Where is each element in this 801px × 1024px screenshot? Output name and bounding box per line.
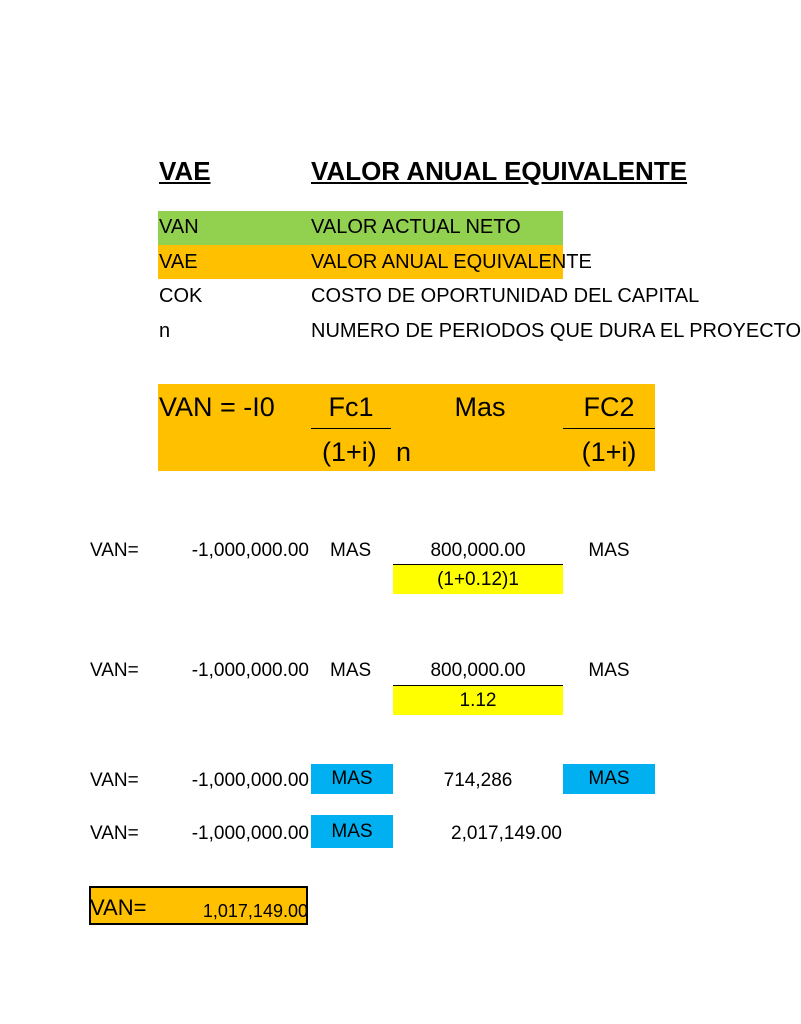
fraction-line: [563, 428, 655, 429]
row-operator: MAS: [311, 815, 393, 848]
fraction-line: [311, 428, 391, 429]
row-investment: -1,000,000.00: [191, 660, 309, 681]
row-operator: MAS: [311, 764, 393, 794]
definition-term: n: [159, 320, 171, 342]
definition-meaning: NUMERO DE PERIODOS QUE DURA EL PROYECTO: [311, 320, 801, 342]
row-label: VAN=: [90, 540, 139, 561]
header-title: VALOR ANUAL EQUIVALENTE: [311, 156, 688, 186]
definition-term: COK: [159, 285, 203, 307]
result-value: 1,017,149.00: [202, 901, 308, 921]
row-investment: -1,000,000.00: [191, 770, 309, 791]
formula-fc1-denominator: (1+i): [322, 437, 377, 467]
row-operator: MAS: [588, 660, 630, 681]
row-operator: MAS: [563, 764, 655, 794]
formula-fc2-numerator: FC2: [583, 392, 635, 422]
formula-plus: Mas: [454, 392, 506, 422]
row-label: VAN=: [90, 770, 139, 791]
row-numerator: 800,000.00: [430, 540, 526, 561]
row-label: VAN=: [90, 823, 139, 844]
result-label: VAN=: [90, 895, 147, 920]
row-investment: -1,000,000.00: [191, 823, 309, 844]
formula-exponent: n: [396, 437, 412, 467]
row-operator: MAS: [588, 540, 630, 561]
definition-meaning: COSTO DE OPORTUNIDAD DEL CAPITAL: [311, 285, 700, 307]
row-denominator: (1+0.12)1: [393, 565, 563, 594]
formula-fc2-denominator: (1+i): [581, 437, 637, 467]
row-value: 714,286: [443, 770, 513, 791]
row-investment: -1,000,000.00: [191, 540, 309, 561]
row-denominator: 1.12: [393, 686, 563, 715]
row-operator: MAS: [330, 660, 372, 681]
definition-meaning: VALOR ACTUAL NETO: [311, 216, 521, 238]
formula-fc1-numerator: Fc1: [328, 392, 374, 422]
row-numerator: 800,000.00: [430, 660, 526, 681]
definition-term: VAE: [159, 251, 198, 273]
header-abbr: VAE: [159, 156, 211, 186]
definition-meaning: VALOR ANUAL EQUIVALENTE: [311, 251, 592, 273]
formula-lhs: VAN = -I0: [159, 392, 275, 422]
row-operator: MAS: [330, 540, 372, 561]
definition-term: VAN: [159, 216, 199, 238]
row-value: 2,017,149.00: [451, 823, 562, 844]
row-label: VAN=: [90, 660, 139, 681]
